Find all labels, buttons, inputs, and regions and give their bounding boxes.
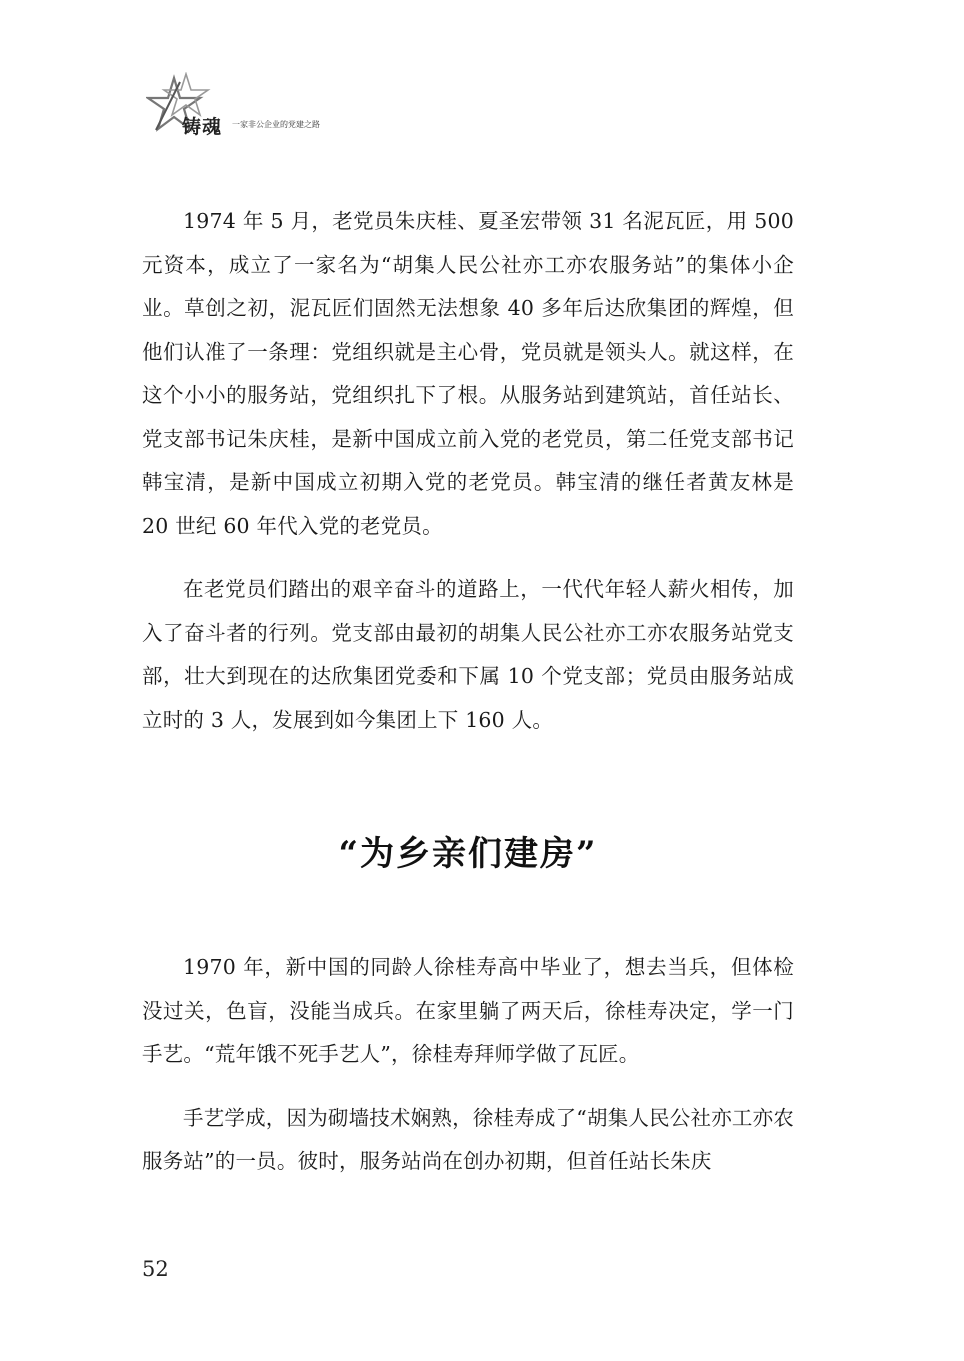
body-text-top — [142, 200, 794, 742]
paragraph: 1970 年，新中国的同龄人徐桂寿高中毕业了，想去当兵，但体检没过关，色盲，没能当成兵。在家里躺了两天后，徐桂寿决定，学一门手艺。“荒年饿不死手艺人”，徐桂寿拜师学做了瓦匠。 — [142, 955, 794, 1066]
paragraph: 在老党员们踏出的艰辛奋斗的道路上，一代代年轻人薪火相传，加入了奋斗者的行列。党支部由最初的胡集人民公社亦工亦农服务站党支部，壮大到现在的达欣集团党委和下属 10 个党支部；党员由服务站成立时的 3 人，发展到如今集团上下 160 人。 — [142, 577, 794, 732]
section-heading: “为乡亲们建房” — [338, 834, 598, 874]
paragraph: 手艺学成，因为砌墙技术娴熟，徐桂寿成了“胡集人民公社亦工亦农服务站”的一员。彼时，服务站尚在创办初期，但首任站长朱庆 — [142, 1105, 794, 1173]
running-header — [146, 72, 466, 138]
body-text-bottom — [142, 946, 794, 1184]
page-number: 52 — [142, 1257, 169, 1281]
header-title: 铸魂 — [182, 116, 223, 138]
paragraph: 1974 年 5 月，老党员朱庆桂、夏圣宏带领 31 名泥瓦匠，用 500 元资本，成立了一家名为“胡集人民公社亦工亦农服务站”的集体小企业。草创之初，泥瓦匠们固然无法想象 40 多年后达欣集团的辉煌，但他们认准了一条理：党组织就是主心骨，党员就是领头人。就这样，在这个小小的服务站，党组织扎下了根。从服务站到建筑站，首任站长、党支部书记朱庆桂，是新中国成立前入党的老党员，第二任党支部书记韩宝清，是新中国成立初期入党的老党员。韩宝清的继任者黄友林是 20 世纪 60 年代入党的老党员。 — [142, 209, 794, 538]
header-subtitle: 一家非公企业的党建之路 — [232, 120, 320, 129]
